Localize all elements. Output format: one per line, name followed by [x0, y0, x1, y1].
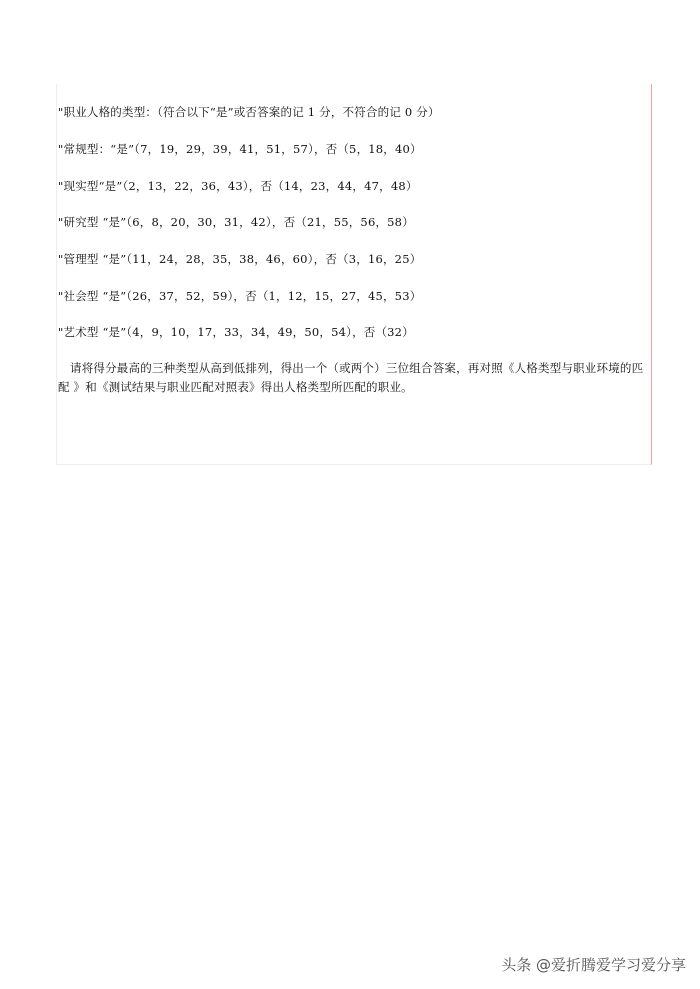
investigative-type-line: "研究型 “是”（6，8，20，30，31，42），否（21，55，56，58） [58, 215, 414, 229]
conventional-type-line: "常规型：“是”（7，19，29，39，41，51，57），否（5，18，40） [58, 142, 422, 156]
realistic-type-line: "现实型“是”（2，13，22，36，43），否（14，23，44，47，48） [58, 179, 418, 193]
watermark-text: 头条 @爱折腾爱学习爱分享 [501, 956, 686, 974]
artistic-type-line: "艺术型 “是”（4，9，10，17，33，34，49，50，54），否（32） [58, 325, 414, 339]
personality-types-heading: "职业人格的类型：（符合以下“是”或否答案的记 1 分，不符合的记 0 分） [58, 105, 440, 119]
instruction-paragraph: 请将得分最高的三种类型从高到低排列，得出一个（或两个）三位组合答案，再对照《人格类型与职业环境的匹配 》和《测试结果与职业匹配对照表》得出人格类型所匹配的职业。 [58, 361, 644, 394]
enterprising-type-line: "管理型 “是”（11，24，28，35，38，46，60），否（3，16，25） [58, 252, 422, 266]
social-type-line: "社会型 “是”（26，37，52，59），否（1，12，15，27，45，53） [58, 289, 422, 303]
